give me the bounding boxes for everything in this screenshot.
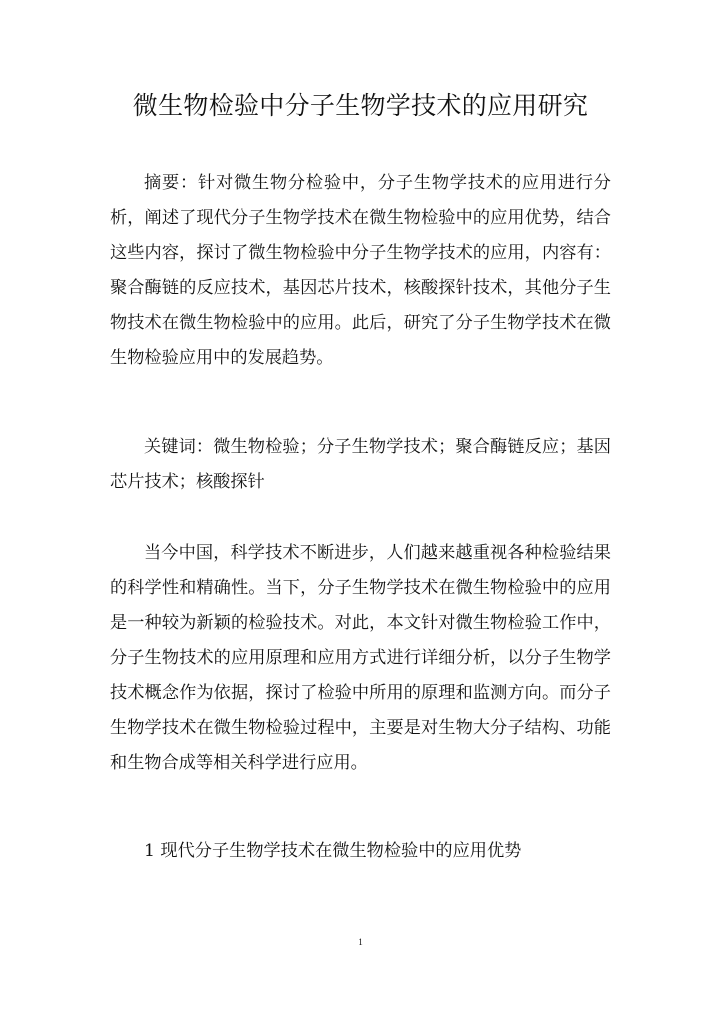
section-heading: 1 现代分子生物学技术在微生物检验中的应用优势 [144, 841, 522, 861]
body-paragraph: 当今中国，科学技术不断进步，人们越来越重视各种检验结果的科学性和精确性。当下，分子生物学技术在微生物检验中的应用是一种较为新颖的检验技术。对此，本文针对微生物检验工作中，分子生物技术的应用原理和应用方式进行详细分析，以分子生物学技术概念作为依据，探讨了检验中所用的原理和监测方向。而分子生物学技术在微生物检验过程中，主要是对生物大分子结构、功能和生物合成等相关科学进行应用。 [110, 543, 611, 773]
keywords-paragraph: 关键词：微生物检验；分子生物学技术；聚合酶链反应；基因芯片技术；核酸探针 [110, 437, 611, 492]
page-number: 1 [358, 937, 363, 947]
document-title: 微生物检验中分子生物学技术的应用研究 [132, 91, 589, 120]
abstract-paragraph: 摘要：针对微生物分检验中，分子生物学技术的应用进行分析，阐述了现代分子生物学技术在微生物检验中的应用优势，结合这些内容，探讨了微生物检验中分子生物学技术的应用，内容有：聚合酶链的反应技术，基因芯片技术，核酸探针技术，其他分子生物技术在微生物检验中的应用。此后，研究了分子生物学技术在微生物检验应用中的发展趋势。 [110, 173, 611, 368]
